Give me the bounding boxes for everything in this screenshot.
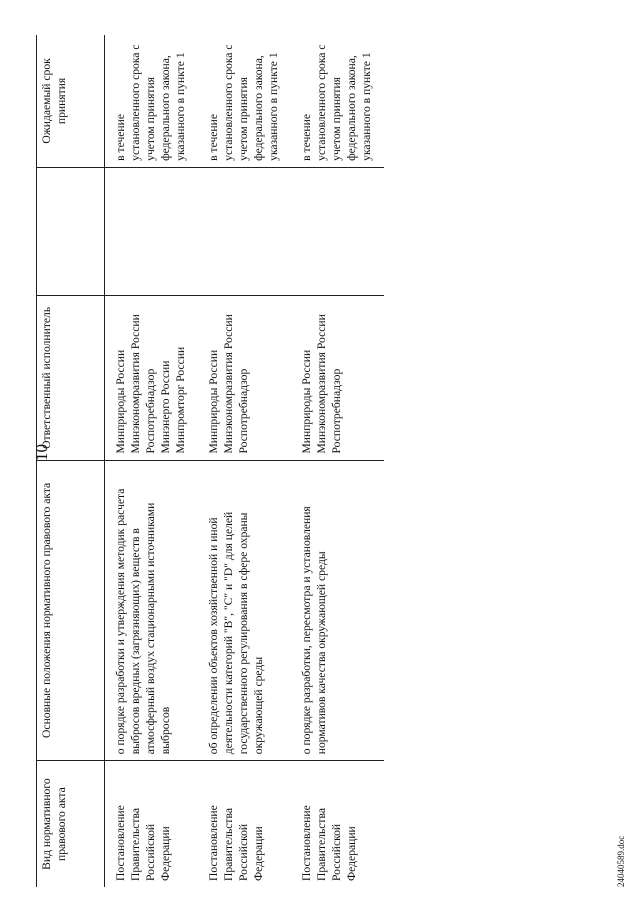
empty-cell [198,167,291,295]
header-main-provisions: Основные положения нормативного правового акта [36,460,104,761]
act-type-cell: Постановление Правительства Российской Федерации [299,805,358,881]
act-type-cell: Постановление Правительства Российской Федерации [206,805,265,881]
header-act-type: Вид нормативного правового акта [36,761,104,887]
executors-cell [198,296,291,460]
executor: Минэнерго России [158,360,172,454]
empty-cell [104,167,198,295]
header-empty [36,167,104,295]
provisions-cell: о порядке разработки, пересмотра и установления нормативов качества окружающей среды [291,460,384,761]
provisions-cell: о порядке разработки и утверждения методик расчета выбросов вредных (загрязняющих) веществ в атмосферный воздух стационарными источниками выбросов [104,460,198,761]
header-expected-term: Ожидаемый срок принятия [36,35,104,167]
file-name-footer: 24040589.doc [616,835,626,887]
executors-cell [104,296,198,460]
act-type-cell: Постановление Правительства Российской Федерации [113,805,172,881]
empty-cell [291,167,384,295]
executor: Минэкономразвития России [128,314,142,454]
term-cell: в течение установленного срока с учетом принятия федерального закона, указанного в пункте 1 [104,35,198,167]
executor: Минэкономразвития России [314,314,328,454]
executor: Минприроды России [299,349,313,454]
header-responsible-executor: Ответственный исполнитель [36,296,104,460]
table-top-border [36,35,37,887]
executor: Роспотребнадзор [143,368,157,454]
term-cell: в течение установленного срока с учетом принятия федерального закона, указанного в пункте 1 [198,35,291,167]
executor: Минпромторг России [173,346,187,454]
executor: Роспотребнадзор [329,368,343,454]
executor: Роспотребнадзор [236,368,250,454]
executors-cell [291,296,384,460]
table-row [104,35,198,887]
legislation-table [36,35,384,887]
executor: Минприроды России [113,349,127,454]
table-row [198,35,291,887]
page-number: 10 [32,444,51,461]
executor: Минэкономразвития России [221,314,235,454]
table-header [36,35,104,887]
provisions-cell: об определении объектов хозяйственной и иной деятельности категорий "В", "С" и "D" для целей государственного регулирования в сфере охраны окружающей среды [198,460,291,761]
term-cell: в течение установленного срока с учетом принятия федерального закона, указанного в пункте 1 [291,35,384,167]
table-row [291,35,384,887]
executor: Минприроды России [206,349,220,454]
